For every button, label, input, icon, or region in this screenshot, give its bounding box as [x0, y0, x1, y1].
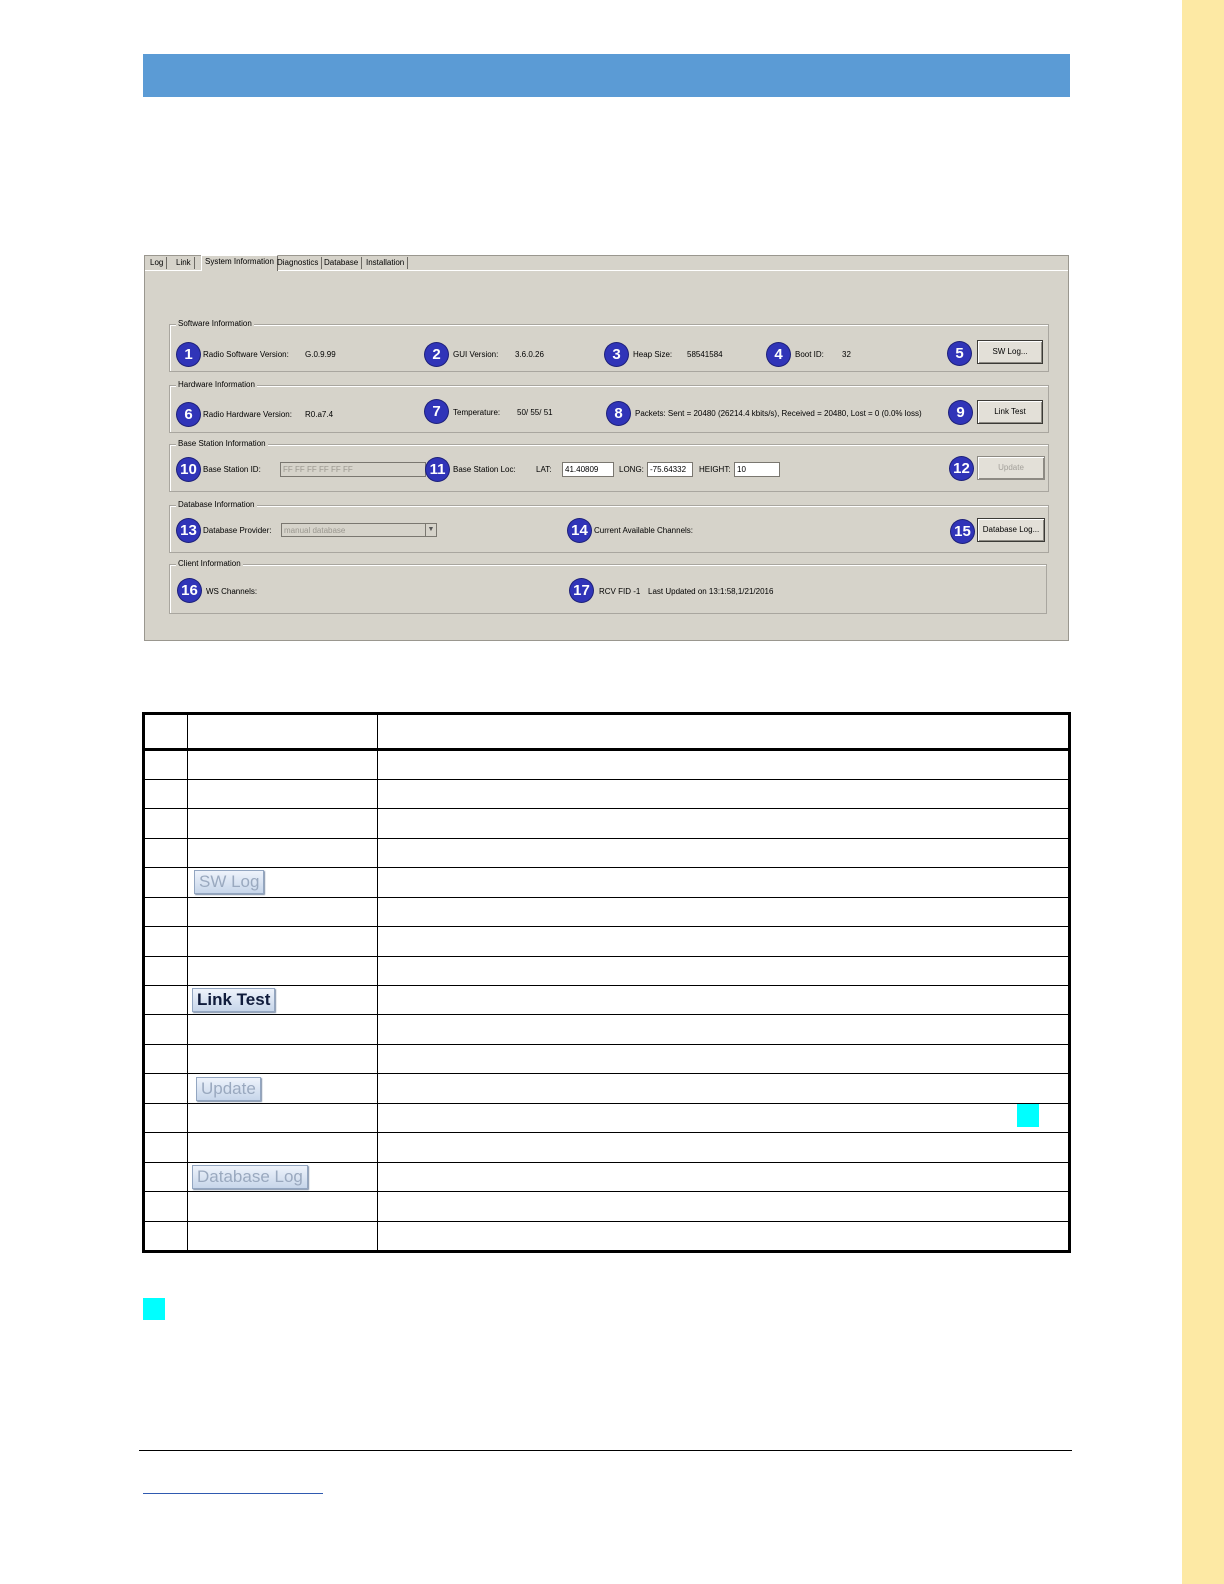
- tab-link[interactable]: Link: [173, 257, 195, 269]
- table-row: [144, 986, 1070, 1015]
- table-row: [144, 1192, 1070, 1221]
- radio-hardware-version-value: R0.a7.4: [305, 410, 334, 419]
- radio-hardware-version-label: Radio Hardware Version:: [203, 410, 292, 419]
- system-information-screenshot: [144, 255, 1069, 641]
- marker-1: 1: [177, 343, 200, 366]
- tab-system-information[interactable]: System Information: [201, 255, 278, 271]
- chevron-down-icon[interactable]: ▼: [425, 524, 436, 536]
- update-button-image: Update: [196, 1077, 261, 1101]
- marker-12: 12: [950, 457, 973, 480]
- lat-label: LAT:: [536, 465, 552, 474]
- marker-15: 15: [951, 520, 974, 543]
- table-row: [144, 1044, 1070, 1073]
- table-row: [144, 897, 1070, 926]
- marker-3: 3: [605, 343, 628, 366]
- table-row: [144, 1103, 1070, 1132]
- table-row: [144, 1133, 1070, 1162]
- marker-10: 10: [177, 458, 200, 481]
- height-field[interactable]: 10: [734, 462, 780, 477]
- base-station-id-field[interactable]: FF FF FF FF FF FF: [280, 462, 426, 477]
- description-table: [142, 712, 1071, 1253]
- tab-diagnostics[interactable]: Diagnostics: [274, 257, 322, 269]
- packets-stats: Packets: Sent = 20480 (26214.4 kbits/s), Received = 20480, Lost = 0 (0.0% loss): [635, 409, 922, 418]
- boot-id-value: 32: [842, 350, 851, 359]
- link-test-button-image: Link Test: [192, 988, 275, 1012]
- radio-software-version-value: G.0.9.99: [305, 350, 336, 359]
- table-row: [144, 868, 1070, 897]
- ws-channels-label: WS Channels:: [206, 587, 258, 596]
- link-test-button[interactable]: Link Test: [977, 400, 1043, 424]
- long-label: LONG:: [619, 465, 644, 474]
- marker-5: 5: [948, 342, 971, 365]
- marker-2: 2: [425, 343, 448, 366]
- table-row: [144, 956, 1070, 985]
- software-information-title: Software Information: [178, 319, 252, 328]
- highlight-marker: [1017, 1104, 1039, 1127]
- lat-field[interactable]: 41.40809: [562, 462, 614, 477]
- database-provider-label: Database Provider:: [203, 526, 272, 535]
- marker-17: 17: [570, 579, 593, 602]
- section-header-band: [143, 54, 1070, 97]
- table-row: [144, 1162, 1070, 1191]
- tab-log[interactable]: Log: [147, 257, 167, 269]
- table-row: [144, 1221, 1070, 1251]
- radio-software-version-label: Radio Software Version:: [203, 350, 289, 359]
- tab-database[interactable]: Database: [321, 257, 362, 269]
- table-row: [144, 809, 1070, 838]
- gui-version-value: 3.6.0.26: [515, 350, 544, 359]
- base-station-information-title: Base Station Information: [178, 439, 266, 448]
- highlight-marker: [143, 1298, 165, 1320]
- last-updated-label: Last Updated on 13:1:58,1/21/2016: [648, 587, 774, 596]
- heap-size-value: 58541584: [687, 350, 723, 359]
- boot-id-label: Boot ID:: [795, 350, 824, 359]
- current-available-channels-label: Current Available Channels:: [594, 526, 694, 535]
- table-row: [144, 1074, 1070, 1103]
- marker-4: 4: [767, 343, 790, 366]
- database-log-button[interactable]: Database Log...: [977, 518, 1045, 542]
- table-row: [144, 1015, 1070, 1044]
- marker-9: 9: [949, 401, 972, 424]
- table-row: [144, 749, 1070, 779]
- database-log-button-image: Database Log: [192, 1165, 308, 1189]
- database-information-title: Database Information: [178, 500, 255, 509]
- database-provider-value: manual database: [284, 526, 346, 535]
- client-information-title: Client Information: [178, 559, 241, 568]
- sw-log-button-image: SW Log: [194, 870, 264, 894]
- footer-link-underline[interactable]: [143, 1493, 323, 1494]
- marker-11: 11: [426, 458, 449, 481]
- marker-8: 8: [607, 402, 630, 425]
- base-station-loc-label: Base Station Loc:: [453, 465, 516, 474]
- table-row: [144, 779, 1070, 808]
- hardware-information-title: Hardware Information: [178, 380, 255, 389]
- footer-rule: [139, 1450, 1072, 1451]
- table-header-row: [144, 714, 1070, 750]
- tab-installation[interactable]: Installation: [363, 257, 408, 269]
- marker-13: 13: [177, 519, 200, 542]
- marker-16: 16: [178, 579, 201, 602]
- heap-size-label: Heap Size:: [633, 350, 673, 359]
- long-field[interactable]: -75.64332: [647, 462, 693, 477]
- table-row: [144, 838, 1070, 867]
- page-side-strip: [1182, 0, 1224, 1584]
- marker-6: 6: [177, 403, 200, 426]
- marker-14: 14: [568, 519, 591, 542]
- gui-version-label: GUI Version:: [453, 350, 499, 359]
- sw-log-button[interactable]: SW Log...: [977, 340, 1043, 364]
- table-row: [144, 927, 1070, 956]
- rcv-fid-label: RCV FID -1: [599, 587, 641, 596]
- marker-7: 7: [425, 400, 448, 423]
- tab-strip: [145, 256, 1068, 271]
- temperature-label: Temperature:: [453, 408, 501, 417]
- temperature-value: 50/ 55/ 51: [517, 408, 553, 417]
- database-provider-select[interactable]: [281, 523, 437, 537]
- update-button[interactable]: Update: [977, 456, 1045, 480]
- height-label: HEIGHT:: [699, 465, 731, 474]
- base-station-id-label: Base Station ID:: [203, 465, 261, 474]
